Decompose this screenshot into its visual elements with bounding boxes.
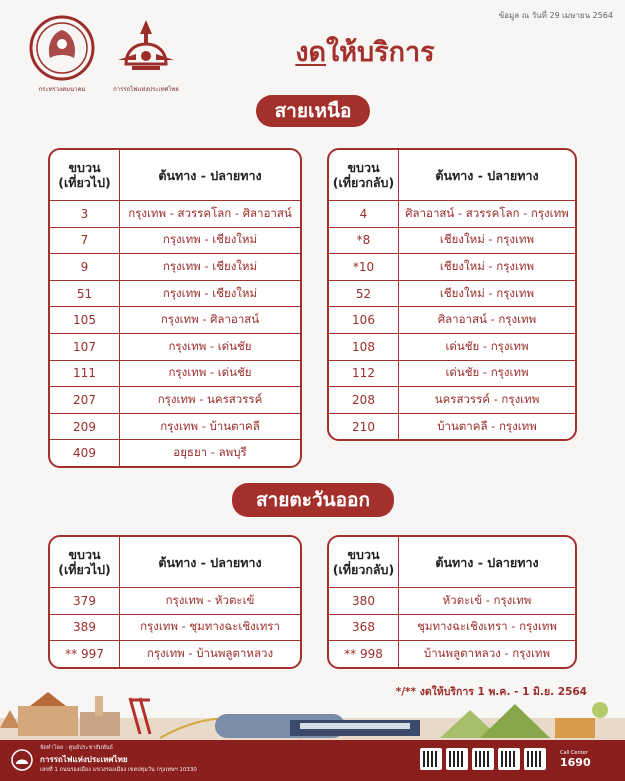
east-outbound-col-route: ต้นทาง - ปลายทาง [158,554,262,570]
table-row [50,306,300,333]
train-number: 107 [50,334,120,360]
footer-producer: จัดทำโดย : ศูนย์ประชาสัมพันธ์ [40,745,114,751]
ministry-caption: กระทรวงคมนาคม [38,86,86,93]
route-cell: กรุงเทพ - บ้านตาคลี [160,418,260,433]
srt-logo [104,14,188,94]
table-row [329,280,575,307]
table-row [329,386,575,413]
route-cell: กรุงเทพ - ชุมทางฉะเชิงเทรา [140,619,280,634]
route-cell: เด่นชัย - กรุงเทพ [445,338,529,353]
north-outbound-table [48,148,302,468]
table-row [50,253,300,280]
east-outbound-col-train: ขบวน (เที่ยวไป) [50,537,120,587]
table-row [50,439,300,466]
table-row [329,200,575,227]
website-qr-icon[interactable] [472,748,494,770]
table-row [50,413,300,440]
route-cell: บ้านพลูตาหลวง - กรุงเทพ [423,645,551,660]
route-cell: ศิลาอาสน์ - สวรรคโลก - กรุงเทพ [405,205,569,220]
train-number: 112 [329,361,399,387]
train-number: 208 [329,387,399,413]
footer-org: การรถไฟแห่งประเทศไทย [40,755,128,764]
route-cell: เด่นชัย - กรุงเทพ [445,365,529,380]
title-rest: ให้บริการ [326,37,435,68]
table-row [50,227,300,254]
route-cell: เชียงใหม่ - กรุงเทพ [439,285,535,300]
north-return-col-train: ขบวน (เที่ยวกลับ) [329,150,399,200]
route-cell: กรุงเทพ - เด่นชัย [168,338,252,353]
table-row [329,413,575,440]
route-cell: ศิลาอาสน์ - กรุงเทพ [437,312,537,327]
table-row [329,333,575,360]
train-number: 3 [50,201,120,227]
route-cell: กรุงเทพ - เชียงใหม่ [162,285,258,300]
east-return-col-route: ต้นทาง - ปลายทาง [435,554,539,570]
route-cell: กรุงเทพ - นครสวรรค์ [157,391,263,406]
page-title [250,30,480,73]
north-return-header-row [329,150,575,200]
title-underlined: งด [295,37,327,68]
footer-srt-logo-icon [10,748,34,772]
north-heading: สายเหนือ [256,95,370,127]
table-row [50,360,300,387]
route-cell: หัวตะเข้ - กรุงเทพ [442,592,532,607]
route-cell: เชียงใหม่ - กรุงเทพ [439,232,535,247]
train-number: 409 [50,440,120,466]
train-number: 209 [50,414,120,440]
table-row [50,200,300,227]
line-qr-icon[interactable] [420,748,442,770]
train-number: 389 [50,615,120,641]
north-outbound-header-row [50,150,300,200]
table-row [329,253,575,280]
train-number: 7 [50,228,120,254]
train-number: 380 [329,588,399,614]
north-return-table [327,148,577,441]
north-outbound-col-route: ต้นทาง - ปลายทาง [158,167,262,183]
route-cell: ชุมทางฉะเชิงเทรา - กรุงเทพ [417,619,557,634]
route-cell: กรุงเทพ - สวรรคโลก - ศิลาอาสน์ [128,205,292,220]
route-cell: บ้านตาคลี - กรุงเทพ [437,418,537,433]
train-number: 368 [329,615,399,641]
route-cell: เชียงใหม่ - กรุงเทพ [439,258,535,273]
ministry-logo [20,14,104,94]
train-number: ** 997 [50,641,120,667]
call-center-label: Call Center [560,750,588,756]
train-number: 210 [329,414,399,440]
east-outbound-table [48,535,302,669]
route-cell: กรุงเทพ - หัวตะเข้ [165,592,255,607]
table-row [50,386,300,413]
train-number: 105 [50,307,120,333]
train-number: 106 [329,307,399,333]
srt-emblem-icon [112,14,180,82]
train-number: 108 [329,334,399,360]
call-center-number: 1690 [560,756,591,769]
east-return-header-row [329,537,575,587]
train-number: *8 [329,228,399,254]
table-row [50,587,300,614]
table-row [329,360,575,387]
train-number: *10 [329,254,399,280]
east-return-table [327,535,577,669]
table-row [50,640,300,667]
train-number: ** 998 [329,641,399,667]
route-cell: กรุงเทพ - เชียงใหม่ [162,232,258,247]
train-number: 52 [329,281,399,307]
table-row [50,614,300,641]
route-cell: อยุธยา - ลพบุรี [173,445,247,460]
north-return-col-route: ต้นทาง - ปลายทาง [435,167,539,183]
train-number: 111 [50,361,120,387]
east-outbound-header-row [50,537,300,587]
twitter-qr-icon[interactable] [498,748,520,770]
route-cell: กรุงเทพ - ศิลาอาสน์ [160,312,260,327]
facebook-qr-icon[interactable] [446,748,468,770]
table-row [329,614,575,641]
train-number: 4 [329,201,399,227]
footer-bar [0,740,625,781]
date-line: ข้อมูล ณ วันที่ 29 เมษายน 2564 [498,11,613,20]
train-number: 9 [50,254,120,280]
table-row [329,227,575,254]
srt-caption: การรถไฟแห่งประเทศไทย [113,86,179,93]
ministry-emblem-icon [28,14,96,82]
call-center [560,750,591,769]
table-row [329,587,575,614]
table-row [329,640,575,667]
train-number: 51 [50,281,120,307]
north-outbound-col-train: ขบวน (เที่ยวไป) [50,150,120,200]
train-number: 379 [50,588,120,614]
east-return-col-train: ขบวน (เที่ยวกลับ) [329,537,399,587]
east-heading: สายตะวันออก [232,483,394,517]
route-cell: นครสวรรค์ - กรุงเทพ [434,391,540,406]
route-cell: กรุงเทพ - เด่นชัย [168,365,252,380]
app-qr-icon[interactable] [524,748,546,770]
train-number: 207 [50,387,120,413]
city-skyline-illustration [0,688,625,743]
route-cell: กรุงเทพ - บ้านพลูตาหลวง [146,645,274,660]
table-row [50,333,300,360]
footer-address: เลขที่ 1 ถนนรองเมือง แขวงรองเมือง เขตปทุมวัน กรุงเทพฯ 10330 [40,767,197,773]
route-cell: กรุงเทพ - เชียงใหม่ [162,258,258,273]
service-note: */** งดให้บริการ 1 พ.ค. - 1 มิ.ย. 2564 [395,686,587,698]
table-row [329,306,575,333]
table-row [50,280,300,307]
